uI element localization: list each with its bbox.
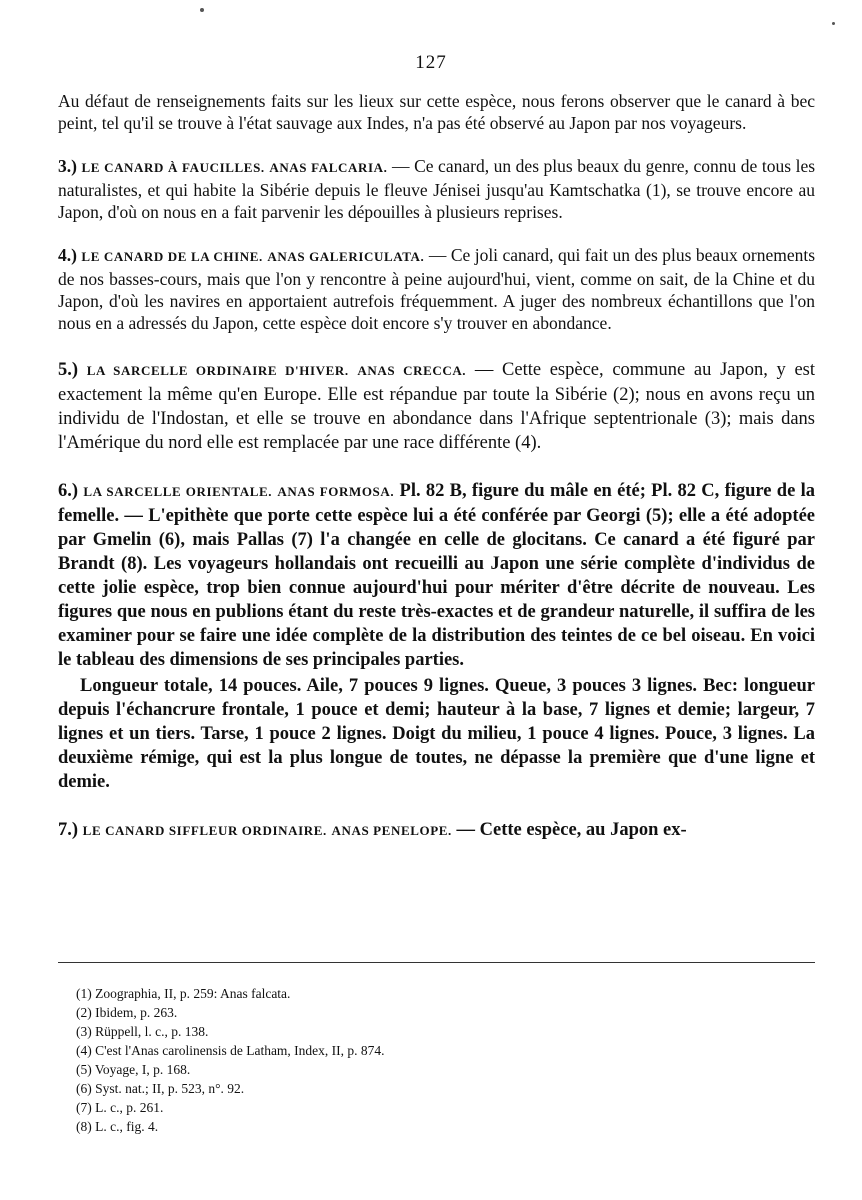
- footnote: (5) Voyage, I, p. 168.: [76, 1062, 191, 1077]
- entry-latin-name: ANAS GALERICULATA.: [267, 249, 425, 264]
- entry-number: 6.): [58, 481, 79, 501]
- entry-common-name: LA SARCELLE ORDINAIRE D'HIVER.: [86, 363, 349, 378]
- entry-common-name: LE CANARD DE LA CHINE.: [81, 249, 263, 264]
- entry-common-name: LE CANARD SIFFLEUR ORDINAIRE.: [82, 823, 327, 838]
- footnote-divider: [58, 962, 815, 963]
- measurements-paragraph: Longueur totale, 14 pouces. Aile, 7 pouces 9 lignes. Queue, 3 pouces 3 lignes. Bec: longueur depuis l'échancrure frontale, 1 pouce et demi; hauteur à la base, 7 lignes et demie; largeur, 7 lignes et un tiers. Tarse, 1 pouce 2 lignes. Doigt du milieu, 1 pouce 4 lignes. Pouce, 3 lignes. La deuxième rémige, qui est la plus longue de toutes, ne dépasse la première que d'une ligne et demie.: [58, 676, 815, 792]
- entry-text: — Cette espèce, commune au Japon, y est exactement la même qu'en Europe. Elle est répandue par toute la Sibérie (2); nous en avons reçu un individu de l'Indostan, et elle se trouve en abondance dans l'Afrique septentrionale (3); mais dans l'Amérique du nord elle est remplacée par une race différente (4).: [58, 360, 815, 453]
- footnote: (6) Syst. nat.; II, p. 523, n°. 92.: [76, 1081, 245, 1096]
- entry-latin-name: ANAS FALCARIA.: [269, 160, 388, 175]
- main-text: [58, 90, 815, 843]
- entry-latin-name: ANAS CRECCA.: [357, 363, 467, 378]
- footnote: (7) L. c., p. 261.: [76, 1100, 164, 1115]
- footnote: (4) C'est l'Anas carolinensis de Latham, Index, II, p. 874.: [76, 1043, 385, 1058]
- footnote: (3) Rüppell, l. c., p. 138.: [76, 1024, 209, 1039]
- entry-number: 7.): [58, 820, 79, 840]
- ink-speck: [832, 22, 835, 25]
- entry-anas-penelope: [58, 818, 815, 843]
- entry-common-name: LE CANARD À FAUCILLES.: [81, 160, 265, 175]
- entry-text: — Ce joli canard, qui fait un des plus beaux ornements de nos basses-cours, mais que l'on y rencontre à peine aujourd'hui, vient, comme on sait, de la Chine et du Japon, d'où les navires en apportaient autrefois fréquemment. A juger des nombreux échantillons que l'on nous en a adressés du Japon, cette espèce doit encore s'y trouver en abondance.: [58, 245, 816, 333]
- entry-text: — Ce canard, un des plus beaux du genre, connu de tous les naturalistes, et qui habite la Sibérie depuis le fleuve Jénisei jusqu'au Kamtschatka (1), se trouve encore au Japon, d'où on nous en a fait parvenir les dépouilles à plusieurs reprises.: [58, 156, 816, 222]
- entry-anas-crecca: [58, 358, 815, 455]
- intro-paragraph: Au défaut de renseignements faits sur les lieux sur cette espèce, nous ferons observer que le canard à bec peint, tel qu'il se trouve à l'état sauvage aux Indes, n'a pas été observé au Japon par nos voyageurs.: [58, 91, 815, 133]
- entry-latin-name: ANAS PENELOPE.: [331, 823, 452, 838]
- footnote: (1) Zoographia, II, p. 259: Anas falcata.: [76, 986, 291, 1001]
- entry-text: — Cette espèce, au Japon ex-: [456, 820, 687, 840]
- footnote: (8) L. c., fig. 4.: [76, 1119, 159, 1134]
- entry-number: 4.): [58, 245, 77, 265]
- entry-anas-falcaria: [58, 155, 815, 223]
- entry-text: Pl. 82 B, figure du mâle en été; Pl. 82 C, figure de la femelle. — L'epithète que porte cette espèce lui a été conférée par Georgi (5); elle a été adoptée par Gmelin (6), mais Pallas (7) l'a changée en celle de glocitans. Ce canard a été figuré par Brandt (8). Les voyageurs hollandais ont recueilli au Japon une série complète d'individus de cette jolie espèce, trop bien connue aujourd'hui pour mériter d'être décrite de nouveau. Les figures que nous en publions étant du reste très-exactes et de grandeur naturelle, il suffira de les examiner pour se faire une idée complète de la distribution des teintes de ce bel oiseau. En voici le tableau des dimensions de ses principales parties.: [58, 481, 815, 670]
- entry-anas-galericulata: [58, 244, 815, 334]
- footnote: (2) Ibidem, p. 263.: [76, 1005, 178, 1020]
- page-number: 127: [415, 52, 447, 73]
- entry-number: 5.): [58, 360, 79, 380]
- footnotes: [76, 984, 776, 1136]
- entry-common-name: LA SARCELLE ORIENTALE.: [83, 484, 273, 499]
- entry-number: 3.): [58, 156, 77, 176]
- ink-speck: [200, 8, 204, 12]
- entry-latin-name: ANAS FORMOSA.: [277, 484, 395, 499]
- entry-anas-formosa: [58, 479, 815, 672]
